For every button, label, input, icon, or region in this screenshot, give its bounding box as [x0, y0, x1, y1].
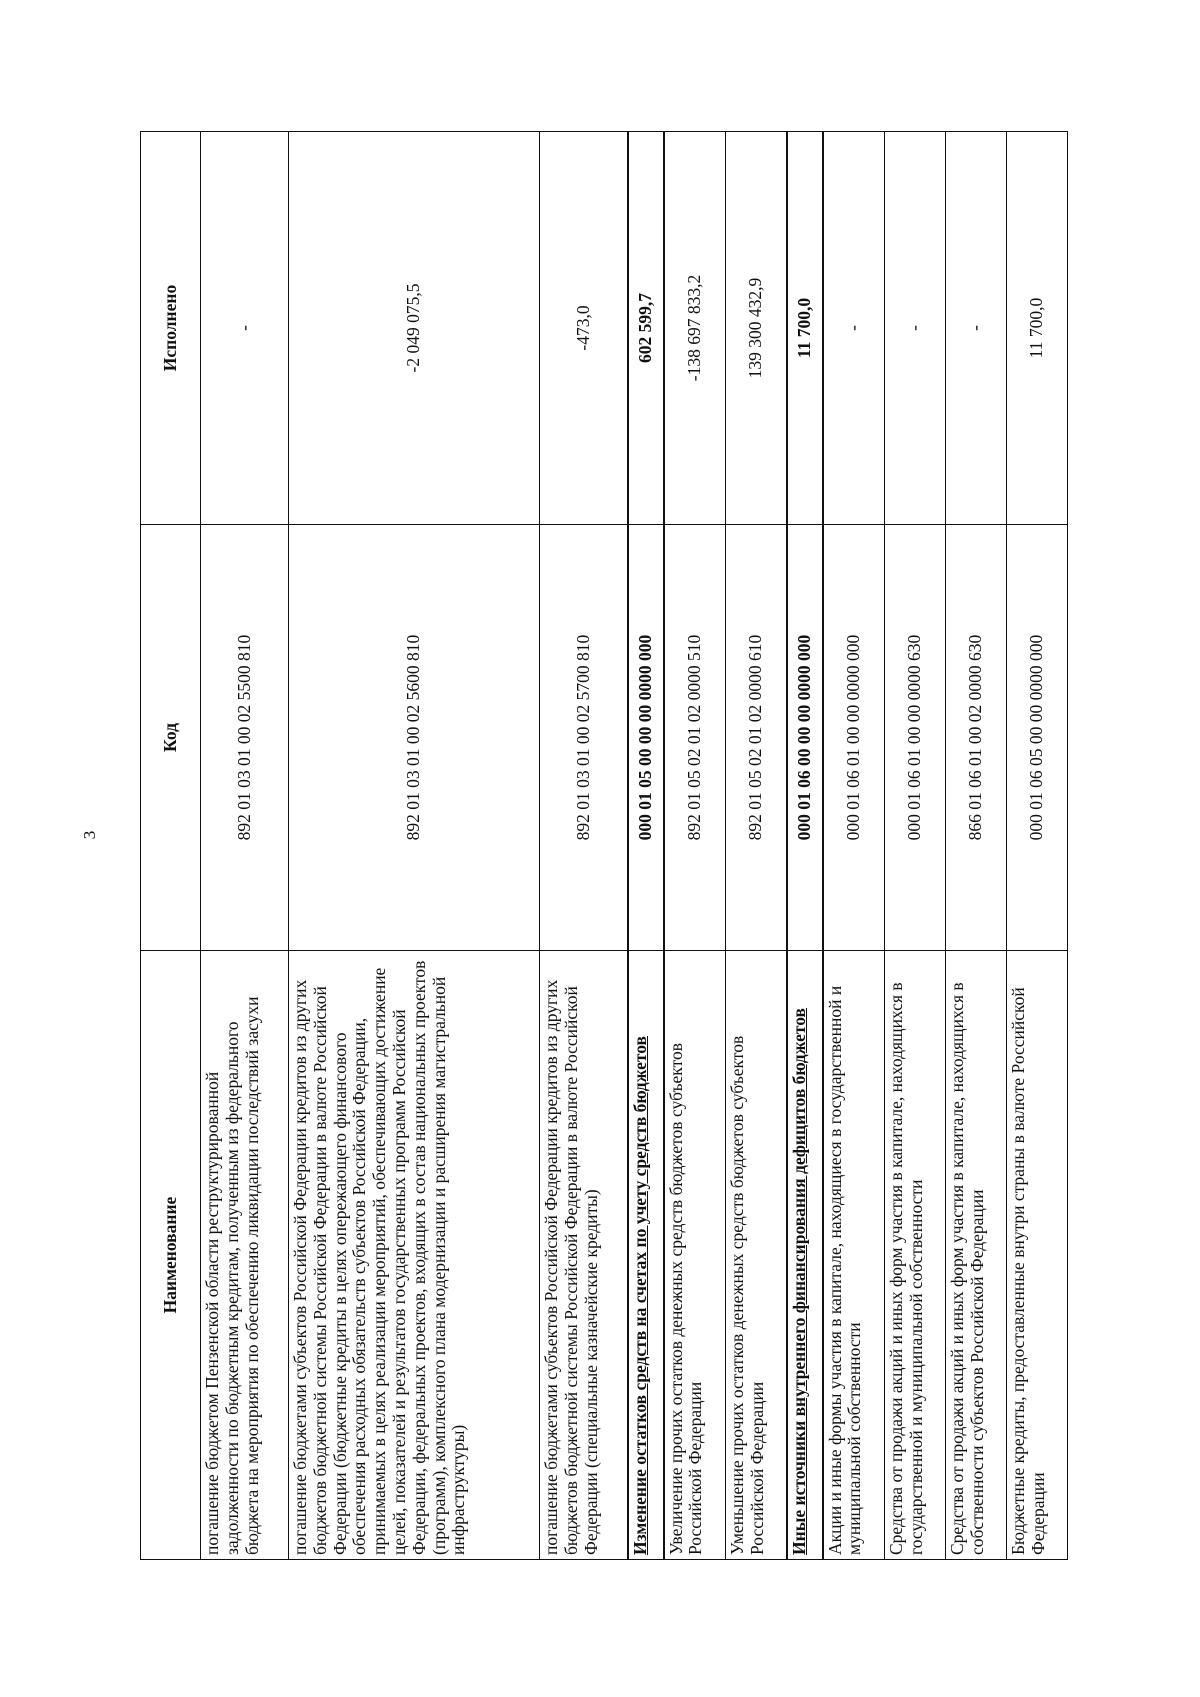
- cell-code: 000 01 06 01 00 00 0000 000: [823, 525, 885, 951]
- financing-table: [140, 131, 1068, 1560]
- table-row: [823, 132, 885, 1560]
- cell-value: 11 700,0: [1006, 132, 1067, 525]
- header-name: Наименование: [141, 951, 201, 1560]
- table-row: [945, 132, 1006, 1560]
- cell-name: Уменьшение прочих остатков денежных средств бюджетов субъектов Российской Федерации: [725, 951, 787, 1560]
- cell-value: 602 599,7: [628, 132, 663, 525]
- cell-name: Средства от продажи акций и иных форм участия в капитале, находящихся в собственности субъектов Российской Федерации: [945, 951, 1006, 1560]
- cell-code: 892 01 03 01 00 02 5500 810: [201, 525, 289, 951]
- cell-value: -473,0: [539, 132, 628, 525]
- header-value: Исполнено: [141, 132, 201, 525]
- table-row: [787, 132, 822, 1560]
- cell-name: Увеличение прочих остатков денежных средств бюджетов субъектов Российской Федерации: [664, 951, 726, 1560]
- table-row: [884, 132, 945, 1560]
- table-row: [1006, 132, 1067, 1560]
- cell-value: -: [201, 132, 289, 525]
- cell-value: -: [945, 132, 1006, 525]
- cell-name: погашение бюджетами субъектов Российской Федерации кредитов из других бюджетов бюджетной системы Российской Федерации в валюте Российской Федерации (специальные казначейские кредиты): [539, 951, 628, 1560]
- cell-name: Иные источники внутреннего финансирования дефицитов бюджетов: [787, 951, 822, 1560]
- cell-name: погашение бюджетами субъектов Российской Федерации кредитов из других бюджетов бюджетной системы Российской Федерации в валюте Российской Федерации (бюджетные кредиты в целях опережающего финансового обеспечения расходных обязательств субъектов Российской Федерации, принимаемых в целях реализации мероприятий, обеспечивающих достижение целей, показателей и результатов государственных программ Российской Федерации, федеральных проектов, входящих в состав национальных проектов (программ), комплексного плана модернизации и расширения магистральной инфраструктуры): [289, 951, 540, 1560]
- cell-name: погашение бюджетом Пензенской области реструктурированной задолженности по бюджетным кредитам, полученным из федерального бюджета на мероприятия по обеспечению ликвидации последствий засухи: [201, 951, 289, 1560]
- cell-code: 892 01 05 02 01 02 0000 510: [664, 525, 726, 951]
- table-row: [628, 132, 663, 1560]
- table-header-row: [141, 132, 201, 1560]
- cell-code: 000 01 06 05 00 00 0000 000: [1006, 525, 1067, 951]
- cell-name: Бюджетные кредиты, предоставленные внутри страны в валюте Российской Федерации: [1006, 951, 1067, 1560]
- cell-value: 139 300 432,9: [725, 132, 787, 525]
- cell-name: Акции и иные формы участия в капитале, находящиеся в государственной и муниципальной собственности: [823, 951, 885, 1560]
- cell-code: 892 01 03 01 00 02 5700 810: [539, 525, 628, 951]
- cell-value: 11 700,0: [787, 132, 822, 525]
- cell-code: 000 01 05 00 00 00 0000 000: [628, 525, 663, 951]
- rotated-table-frame: [140, 132, 1068, 1560]
- cell-value: -138 697 833,2: [664, 132, 726, 525]
- header-code: Код: [141, 525, 201, 951]
- cell-value: -: [884, 132, 945, 525]
- cell-value: -2 049 075,5: [289, 132, 540, 525]
- table-body: [201, 132, 1068, 1560]
- cell-name: Средства от продажи акций и иных форм участия в капитале, находящихся в государственной и муниципальной собственности: [884, 951, 945, 1560]
- table-row: [725, 132, 787, 1560]
- cell-name: Изменение остатков средств на счетах по учету средств бюджетов: [628, 951, 663, 1560]
- table-row: [201, 132, 289, 1560]
- cell-code: 000 01 06 00 00 00 0000 000: [787, 525, 822, 951]
- rotated-table-wrapper: [140, 132, 1068, 1560]
- page-number: 3: [80, 830, 99, 840]
- cell-code: 892 01 05 02 01 02 0000 610: [725, 525, 787, 951]
- table-row: [539, 132, 628, 1560]
- cell-code: 000 01 06 01 00 00 0000 630: [884, 525, 945, 951]
- cell-code: 866 01 06 01 00 02 0000 630: [945, 525, 1006, 951]
- table-row: [289, 132, 540, 1560]
- cell-value: -: [823, 132, 885, 525]
- table-row: [664, 132, 726, 1560]
- cell-code: 892 01 03 01 00 02 5600 810: [289, 525, 540, 951]
